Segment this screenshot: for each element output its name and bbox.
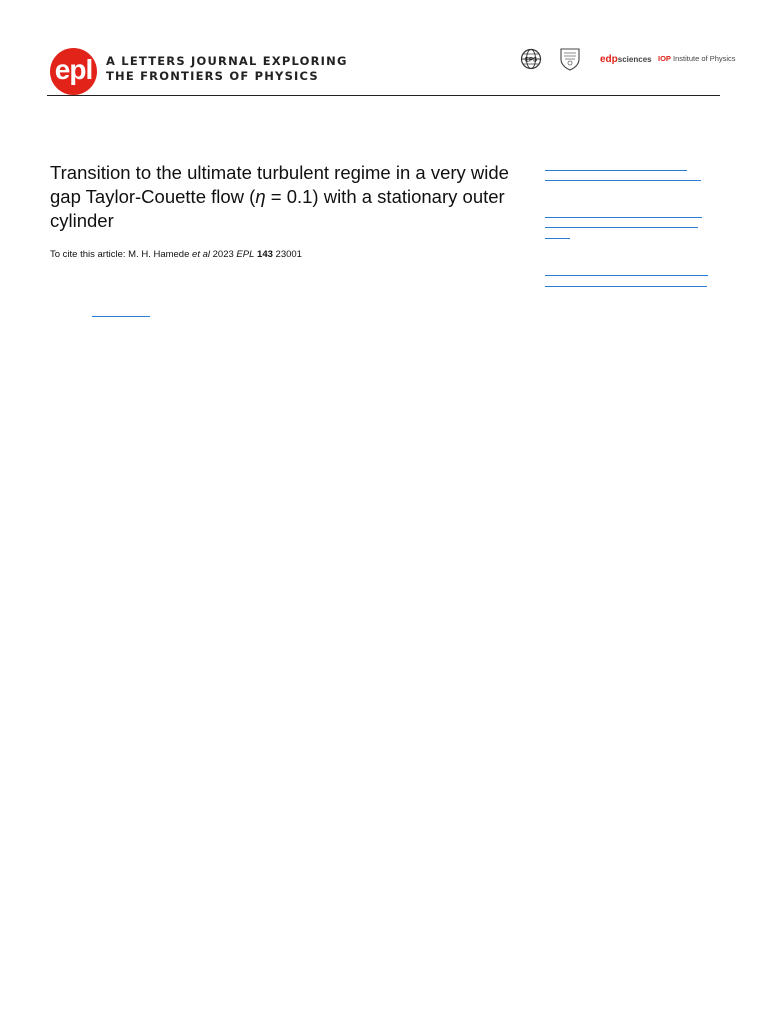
eps-logo-label: EPS bbox=[524, 57, 538, 64]
article-title bbox=[50, 161, 525, 233]
citation-year: 2023 bbox=[210, 249, 237, 260]
tagline-line-2: THE FRONTIERS OF PHYSICS bbox=[106, 69, 319, 83]
citation-journal: EPL bbox=[236, 249, 255, 260]
journal-tagline bbox=[106, 54, 348, 84]
tagline-line-1: A LETTERS JOURNAL EXPLORING bbox=[106, 54, 348, 68]
related-link-2b[interactable] bbox=[545, 227, 698, 228]
citation-prefix: To cite this article: M. H. Hamede bbox=[50, 249, 193, 260]
header-divider bbox=[47, 95, 720, 96]
citation-line bbox=[50, 249, 302, 260]
related-link-2a[interactable] bbox=[545, 217, 702, 218]
citation-etal: et al bbox=[192, 249, 210, 260]
title-part-2: = 0.1) with a stationary outer cylinder bbox=[50, 186, 505, 231]
edp-label: sciences bbox=[617, 55, 652, 64]
related-link-3a[interactable] bbox=[545, 275, 708, 276]
related-link-1a[interactable] bbox=[545, 170, 687, 171]
epl-logo[interactable]: epl bbox=[50, 48, 97, 95]
citation-article-number: 23001 bbox=[272, 249, 302, 260]
iop-label: Institute of Physics bbox=[673, 54, 736, 63]
view-article-link[interactable] bbox=[92, 316, 150, 317]
eps-logo-icon[interactable] bbox=[520, 48, 542, 75]
related-link-1b[interactable] bbox=[545, 180, 701, 181]
iop-logo[interactable] bbox=[658, 54, 736, 63]
iop-accent: IOP bbox=[658, 54, 671, 63]
eta-symbol: η bbox=[255, 186, 266, 207]
sif-crest-icon[interactable] bbox=[558, 46, 582, 77]
related-link-2c[interactable] bbox=[545, 238, 570, 239]
title-part-1: Transition to the ultimate turbulent regime in a very wide gap Taylor-Couette flow ( bbox=[50, 162, 509, 207]
related-link-3b[interactable] bbox=[545, 286, 707, 287]
edp-sciences-logo[interactable] bbox=[600, 54, 652, 65]
edp-accent: edp bbox=[600, 54, 618, 65]
journal-header bbox=[0, 0, 768, 100]
citation-volume: 143 bbox=[257, 249, 273, 260]
